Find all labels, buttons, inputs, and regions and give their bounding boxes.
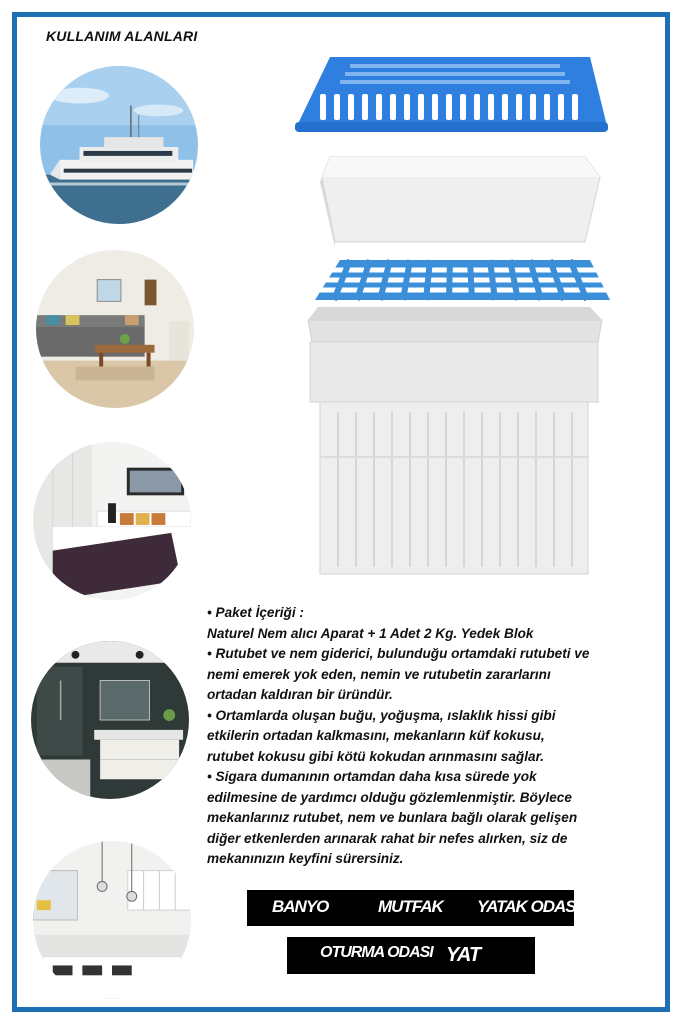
- tag-yat: YAT: [446, 944, 481, 966]
- bedroom-photo: [33, 442, 191, 600]
- desc-line: • Sigara dumanının ortamdan daha kısa sürede yok: [207, 769, 537, 784]
- tag-yatak-odasi: YATAK ODASI: [477, 897, 580, 916]
- package-content: Naturel Nem alıcı Aparat + 1 Adet 2 Kg. Yedek Blok: [207, 625, 534, 641]
- blue-grid: [315, 260, 610, 300]
- bathroom-photo: [31, 641, 189, 799]
- product-description: [207, 603, 652, 870]
- desc-line: ortadan kaldıran bir üründür.: [207, 687, 393, 702]
- usage-tags-bar-top: [247, 890, 580, 926]
- white-container: [308, 307, 602, 574]
- desc-line: nemi emerek yok eden, nemin ve rutubetin zararlarını: [207, 666, 551, 682]
- kitchen-photo: [33, 841, 191, 999]
- living-room-photo: [36, 250, 194, 408]
- yacht-harbor-photo: [40, 66, 198, 224]
- package-heading: • Paket İçeriği :: [207, 605, 304, 620]
- tag-banyo: BANYO: [272, 897, 329, 916]
- dehumidifier-exploded-view: [290, 52, 620, 582]
- blue-basket-lid: [295, 57, 608, 132]
- usage-tags-bar-bottom: [287, 937, 535, 974]
- tag-oturma-odasi: OTURMA ODASI: [320, 944, 433, 961]
- desc-line: etkilerin ortadan kalkmasını, mekanların küf kokusu,: [207, 728, 545, 743]
- tag-mutfak: MUTFAK: [378, 897, 443, 916]
- absorbent-block: [320, 157, 600, 247]
- desc-line: • Ortamlarda oluşan buğu, yoğuşma, ıslaklık hissi gibi: [207, 707, 556, 723]
- desc-line: rutubet kokusu gibi kötü kokudan arınmasını sağlar.: [207, 748, 544, 764]
- desc-line: edilmesine de yardımcı olduğu gözlemlenmiştir. Böylece: [207, 789, 572, 805]
- desc-line: mekanınızın keyfini sürersiniz.: [207, 851, 404, 866]
- desc-line: diğer etkenlerden arınarak rahat bir nefes alırken, siz de: [207, 830, 568, 846]
- desc-line: mekanlarınız rutubet, nem ve bunlara bağlı olarak gelişen: [207, 810, 578, 825]
- page-title: KULLANIM ALANLARI: [46, 28, 198, 44]
- desc-line: • Rutubet ve nem giderici, bulunduğu ortamdaki rutubeti ve: [207, 646, 590, 661]
